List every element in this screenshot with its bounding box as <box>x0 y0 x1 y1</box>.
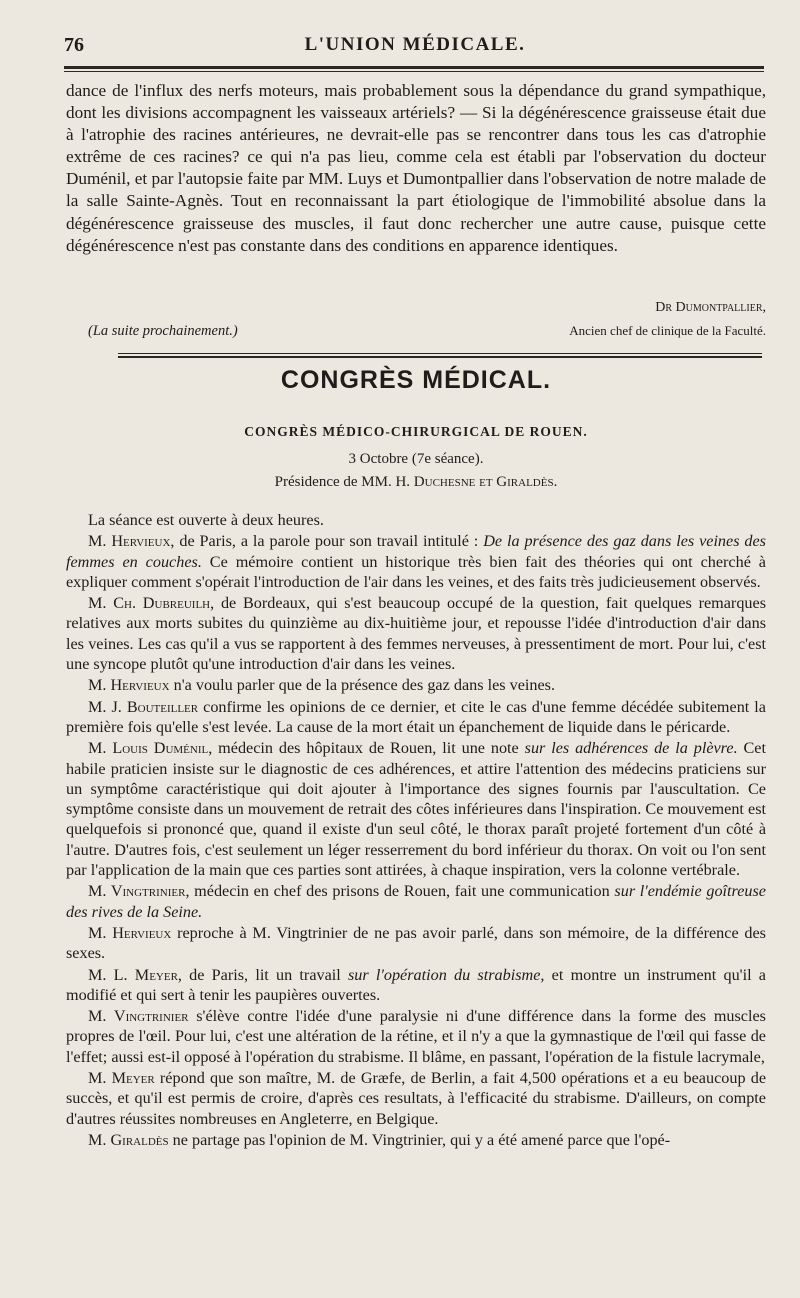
paragraph-text: , de Bordeaux, qui s'est beaucoup occupé de la question, fait quelques remarques relatives aux morts subites du quinzième au dix-huitième jour, et repousse l'idée d'introduction d'air dans les veines. Les cas qu'il a vus se rapportent à des femmes nerveuses, à pressentiment de mort. Pour lui, c'est une syncope plutôt qu'une introduction d'air dans les veines. <box>66 594 766 674</box>
speaker-name: M. Hervieux <box>88 923 172 942</box>
to-be-continued: (La suite prochainement.) <box>88 323 238 339</box>
paragraph-text: , médecin en chef des prisons de Rouen, fait une communication <box>185 882 615 901</box>
paragraph-hervieux-sexes <box>66 923 766 964</box>
session-minutes <box>66 510 766 1151</box>
work-title: sur l'opération du strabisme, <box>348 965 545 984</box>
continuation-paragraph <box>66 80 766 257</box>
session-date: 3 Octobre (7e séance). <box>348 451 484 467</box>
paragraph-text: reproche à M. Vingtrinier de ne pas avoir parlé, dans son mémoire, de la différence des sexes. <box>66 923 766 963</box>
running-title: L'UNION MÉDICALE. <box>304 34 526 55</box>
presidence-names: H. Duchesne et Giraldès. <box>395 474 558 490</box>
paragraph-meyer <box>66 965 766 1006</box>
section-subtitle: CONGRÈS MÉDICO-CHIRURGICAL DE ROUEN. <box>244 424 588 439</box>
paragraph-text: ne partage pas l'opinion de M. Vingtrinier, qui y a été amené parce que l'opé- <box>168 1130 671 1149</box>
header-rule <box>64 66 764 69</box>
paragraph-text: confirme les opinions de ce dernier, et cite le cas d'une femme décédée subitement la première fois qu'elle s'est levée. La cause de la mort était un épanchement de liquide dans le péricarde. <box>66 697 766 736</box>
speaker-name: M. Ch. Dubreuilh <box>88 594 211 613</box>
paragraph-vingtrinier <box>66 881 766 922</box>
signature-author: Dr Dumontpallier, <box>655 300 766 315</box>
paragraph-text: , de Paris, lit un travail <box>177 965 348 984</box>
paragraph-text: et montre un instrument qu'il a modifié et qui sert à tenir les paupières ouvertes. <box>66 965 766 1004</box>
paragraph-hervieux <box>66 531 766 592</box>
speaker-name: M. J. Bouteiller <box>88 697 199 716</box>
signature-title-line <box>66 323 766 345</box>
presidence-prefix: Présidence de MM. <box>274 474 396 490</box>
header-rule-thin <box>64 71 764 72</box>
paragraph-vingtrinier-reply <box>66 1006 766 1067</box>
session-presidence <box>66 474 766 491</box>
speaker-name: M. Giraldès <box>88 1130 169 1149</box>
section-rule <box>118 353 762 354</box>
paragraph-text: Ce mémoire contient un historique très bien fait des théories qui ont cherché à expliquer comment s'opérait l'introduction de l'air dans les veines, et des faits très judicieusement observés. <box>66 552 766 591</box>
speaker-name: M. L. Meyer <box>88 965 178 984</box>
page-header <box>64 34 766 60</box>
work-title: sur l'endémie goîtreuse des rives de la Seine. <box>66 882 766 921</box>
continuation-text: dance de l'influx des nerfs moteurs, mais probablement sous la dépendance du grand sympathique, dont les divisions accompagnent les vaisseaux artériels? — Si la dégénérescence graisseuse était due à l'atrophie des racines antérieures, ne devrait-elle pas se rencontrer dans tous les cas d'atrophie extrême de ces racines? ce qui n'a pas lieu, comme cela est établi par l'observation du docteur Duménil, et par l'autopsie faite par MM. Luys et Dumontpallier dans l'observation de notre malade de la salle Sainte-Agnès. Tout en reconnaissant la part étiologique de l'immobilité absolue dans la dégénérescence graisseuse des muscles, il faut donc rechercher une autre cause, puisque cette dégénérescence n'est pas constante dans des conditions en apparence identiques. <box>66 81 766 255</box>
speaker-name: M. Hervieux <box>88 676 170 695</box>
paragraph-text: s'élève contre l'idée d'une paralysie ni d'une différence dans la forme des muscles propres de l'œil. Pour lui, c'est une altération de la rétine, et il n'y a que la gymnastique de l'œil qui fasse de l'effet; aussi est-il opposé à l'opération du strabisme. Il blâme, en passant, l'opération de la fistule lacrymale, <box>66 1007 766 1066</box>
speaker-name: M. Meyer <box>88 1069 155 1088</box>
paragraph-meyer-reply <box>66 1068 766 1129</box>
paragraph-text: Cet habile praticien insiste sur le diagnostic de ces adhérences, et attire l'attention des médecins praticiens sur un symptôme caractéristique qui doit ajouter à l'importance des signes fournis par l'auscultation. Ce symptôme consiste dans un mouvement de retrait des côtes inférieures dans l'inspiration. Ce mouvement est quelquefois si prononcé que, quand il existe d'un seul côté, le thorax paraît projeté fortement d'un côté à l'autre. D'autres fois, c'est seulement un léger resserrement du bord inférieur du thorax. On voit ou l'on sent par l'application de la main que ces parties sont attirées, à chaque inspiration, vers la colonne vertébrale. <box>66 739 766 880</box>
speaker-name: M. Louis Duménil <box>88 739 209 758</box>
paragraph-opening: La séance est ouverte à deux heures. <box>88 511 324 529</box>
paragraph-text: , médecin des hôpitaux de Rouen, lit une note <box>208 739 525 758</box>
work-title: sur les adhérences de la plèvre. <box>524 739 738 758</box>
section-title: CONGRÈS MÉDICAL. <box>280 366 552 394</box>
paragraph-text: répond que son maître, M. de Græfe, de Berlin, a fait 4,500 opérations et a eu beaucoup de succès, et qu'il est permis de croire, d'après ces resultats, à l'efficacité du strabisme. D'ailleurs, on compte d'autres réussites nombreuses en Angleterre, en Belgique. <box>66 1069 767 1128</box>
speaker-name: M. Vingtrinier <box>88 882 186 901</box>
paragraph-hervieux-reply <box>66 675 766 695</box>
paragraph-text: , de Paris, a la parole pour son travail intitulé : <box>170 532 484 551</box>
speaker-name: M. Hervieux <box>88 532 171 551</box>
paragraph-dubreuilh <box>66 593 766 674</box>
paragraph-giraldes <box>66 1130 766 1150</box>
speaker-name: M. Vingtrinier <box>88 1007 189 1026</box>
paragraph-dumenil <box>66 738 766 880</box>
paragraph-bouteiller <box>66 697 766 738</box>
work-title: De la présence des gaz dans les veines des femmes en couches. <box>66 532 766 571</box>
signature-title: Ancien chef de clinique de la Faculté. <box>569 323 766 338</box>
paragraph-text: n'a voulu parler que de la présence des gaz dans les veines. <box>169 676 555 695</box>
section-rule-thick <box>118 356 762 358</box>
page-number: 76 <box>64 34 84 56</box>
signature-line <box>66 300 766 322</box>
